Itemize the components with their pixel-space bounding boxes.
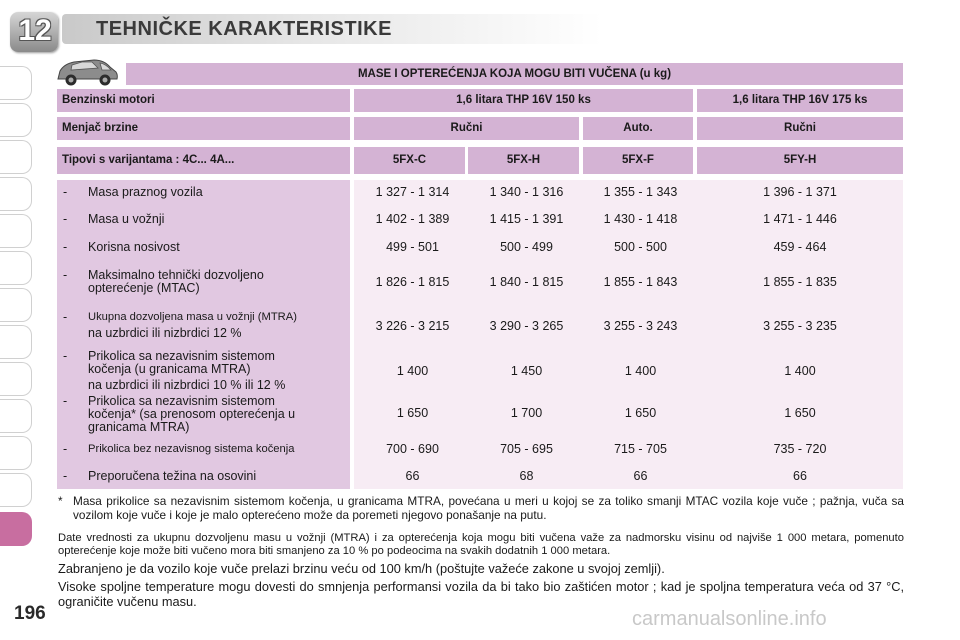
row-dash: - [63, 212, 68, 226]
side-tab[interactable] [0, 362, 32, 396]
table-row-types [57, 147, 903, 174]
row-dash: - [63, 185, 68, 199]
types-label: Tipovi s varijantama : 4C... 4A... [57, 147, 350, 174]
gearbox-col-1: Ručni [354, 117, 579, 140]
row-label-line: Masa u vožnji [88, 212, 165, 226]
row-label-line: Preporučena težina na osovini [88, 469, 257, 483]
table-cell: 1 450 [510, 364, 543, 378]
side-tabs [0, 66, 32, 510]
row-dash: - [63, 394, 68, 408]
footnote [58, 494, 904, 524]
table-cell: 705 - 695 [500, 442, 553, 456]
table-cell: 700 - 690 [386, 442, 439, 456]
side-tab[interactable] [0, 66, 32, 100]
row-label-line: Korisna nosivost [88, 240, 180, 254]
row-label-line: Ukupna dozvoljena masa u vožnji (MTRA) [88, 311, 297, 323]
gearbox-col-3: Ručni [697, 117, 903, 140]
side-tab-active[interactable] [0, 512, 32, 546]
table-cell: 3 255 - 3 243 [603, 319, 678, 333]
chapter-number: 12 [18, 14, 52, 47]
row-dash: - [63, 268, 68, 282]
table-cell: 1 855 - 1 843 [603, 275, 678, 289]
row-label-line: Prikolica bez nezavisnog sistema kočenja [88, 443, 295, 455]
note-paragraph-3: Visoke spoljne temperature mogu dovesti do smnjenja performansi vozila da bi tako bio zaštićen motor ; kad je spoljna temperatura veća od 37 °C, ograničite vučenu masu. [58, 579, 904, 609]
car-icon [54, 55, 120, 87]
table-cell: 66 [793, 469, 807, 483]
side-tab[interactable] [0, 288, 32, 322]
table-cell: 1 840 - 1 815 [489, 275, 564, 289]
row-label-line: granicama MTRA) [88, 420, 190, 434]
page-title: TEHNIČKE KARAKTERISTIKE [96, 18, 392, 40]
table-cell: 1 700 [510, 406, 543, 420]
gearbox-label: Menjač brzine [57, 117, 350, 140]
row-label-line: Prikolica sa nezavisnim sistemom [88, 394, 275, 408]
table-cell: 1 340 - 1 316 [489, 185, 564, 199]
table-cell: 1 327 - 1 314 [375, 185, 450, 199]
engine-col-1: 1,6 litara THP 16V 150 ks [354, 89, 693, 112]
row-label-line: Prikolica sa nezavisnim sistemom [88, 349, 275, 363]
row-dash: - [63, 469, 68, 483]
row-dash: - [63, 349, 68, 363]
table-cell: 3 226 - 3 215 [375, 319, 450, 333]
side-tab[interactable] [0, 473, 32, 507]
side-tab[interactable] [0, 436, 32, 470]
table-cell: 1 400 [396, 364, 429, 378]
table-cell: 500 - 500 [614, 240, 667, 254]
table-cell: 715 - 705 [614, 442, 667, 456]
type-col-4: 5FY-H [697, 147, 903, 174]
type-col-2: 5FX-H [468, 147, 579, 174]
side-tab[interactable] [0, 103, 32, 137]
side-tab[interactable] [0, 251, 32, 285]
table-cell: 3 255 - 3 235 [763, 319, 837, 333]
type-col-3: 5FX-F [583, 147, 693, 174]
table-cell: 459 - 464 [773, 240, 827, 254]
side-tab[interactable] [0, 177, 32, 211]
table-cell: 1 826 - 1 815 [375, 275, 450, 289]
type-col-1: 5FX-C [354, 147, 465, 174]
watermark: carmanualsonline.info [632, 608, 827, 630]
row-dash: - [63, 240, 68, 254]
table-cell: 1 402 - 1 389 [375, 212, 450, 226]
table-section-title: MASE I OPTEREĆENJA KOJA MOGU BITI VUČENA (u kg) [126, 63, 903, 85]
table-row-gearbox [57, 117, 903, 140]
footnote-mark: * [58, 494, 63, 508]
side-tab[interactable] [0, 214, 32, 248]
table-cell: 68 [519, 469, 534, 483]
footnote-text: Masa prikolice sa nezavisnim sistemom kočenja, u granicama MTRA, povećana u meri u kojoj se za toliko smanji MTAC vozila koje vuče ; pažnja, vuča sa vozilom koje vuče i koje je malo opterećeno može da poremeti njegovo ponašanje na putu. [73, 494, 904, 522]
table-cell: 1 355 - 1 343 [603, 185, 678, 199]
table-cell: 499 - 501 [386, 240, 439, 254]
row-label-line: Masa praznog vozila [88, 185, 203, 199]
table-cell: 1 855 - 1 835 [763, 275, 837, 289]
table-cell: 1 650 [396, 406, 429, 420]
table-cell: 66 [633, 469, 648, 483]
table-cell: 1 400 [784, 364, 816, 378]
note-paragraph-2: Zabranjeno je da vozilo koje vuče prelazi brzinu veću od 100 km/h (poštujte važeće zakone u svojoj zemlji). [58, 561, 665, 576]
row-label-line: na uzbrdici ili nizbrdici 10 % ili 12 % [88, 378, 286, 392]
engines-label: Benzinski motori [57, 89, 350, 112]
row-label-line: kočenja (u granicama MTRA) [88, 362, 251, 376]
table-cell: 1 650 [784, 406, 816, 420]
page-number: 196 [14, 603, 46, 624]
gearbox-col-2: Auto. [583, 117, 693, 140]
table-cell: 66 [405, 469, 420, 483]
row-label-line: kočenja* (sa prenosom opterećenja u [88, 407, 296, 421]
side-tab[interactable] [0, 399, 32, 433]
row-dash: - [63, 310, 68, 324]
row-label-line: opterećenje (MTAC) [88, 281, 200, 295]
note-paragraph-1: Date vrednosti za ukupnu dozvoljenu masu u vožnji (MTRA) i za opterećenja koja mogu biti vučena važe za nadmorsku visinu od najviše 1 000 metara, pomenuto opterećenje koje može biti vučeno mora biti smanjeno za 10 % po podeocima na svakih dodatnih 1 000 metara. [58, 532, 904, 557]
table-cell: 1 415 - 1 391 [489, 212, 564, 226]
table-cell: 1 430 - 1 418 [603, 212, 678, 226]
side-tab[interactable] [0, 140, 32, 174]
row-label-line: na uzbrdici ili nizbrdici 12 % [88, 326, 242, 340]
table-cell: 500 - 499 [500, 240, 553, 254]
row-dash: - [63, 442, 68, 456]
row-label-line: Maksimalno tehnički dozvoljeno [88, 268, 264, 282]
table-cell: 1 650 [624, 406, 657, 420]
table-cell: 3 290 - 3 265 [489, 319, 564, 333]
side-tab[interactable] [0, 325, 32, 359]
table-cell: 1 396 - 1 371 [763, 185, 837, 199]
engine-col-2: 1,6 litara THP 16V 175 ks [697, 89, 903, 112]
table-cell: 1 471 - 1 446 [763, 212, 837, 226]
table-cell: 735 - 720 [773, 442, 827, 456]
table-cell: 1 400 [624, 364, 657, 378]
table-row-engines [57, 89, 903, 112]
